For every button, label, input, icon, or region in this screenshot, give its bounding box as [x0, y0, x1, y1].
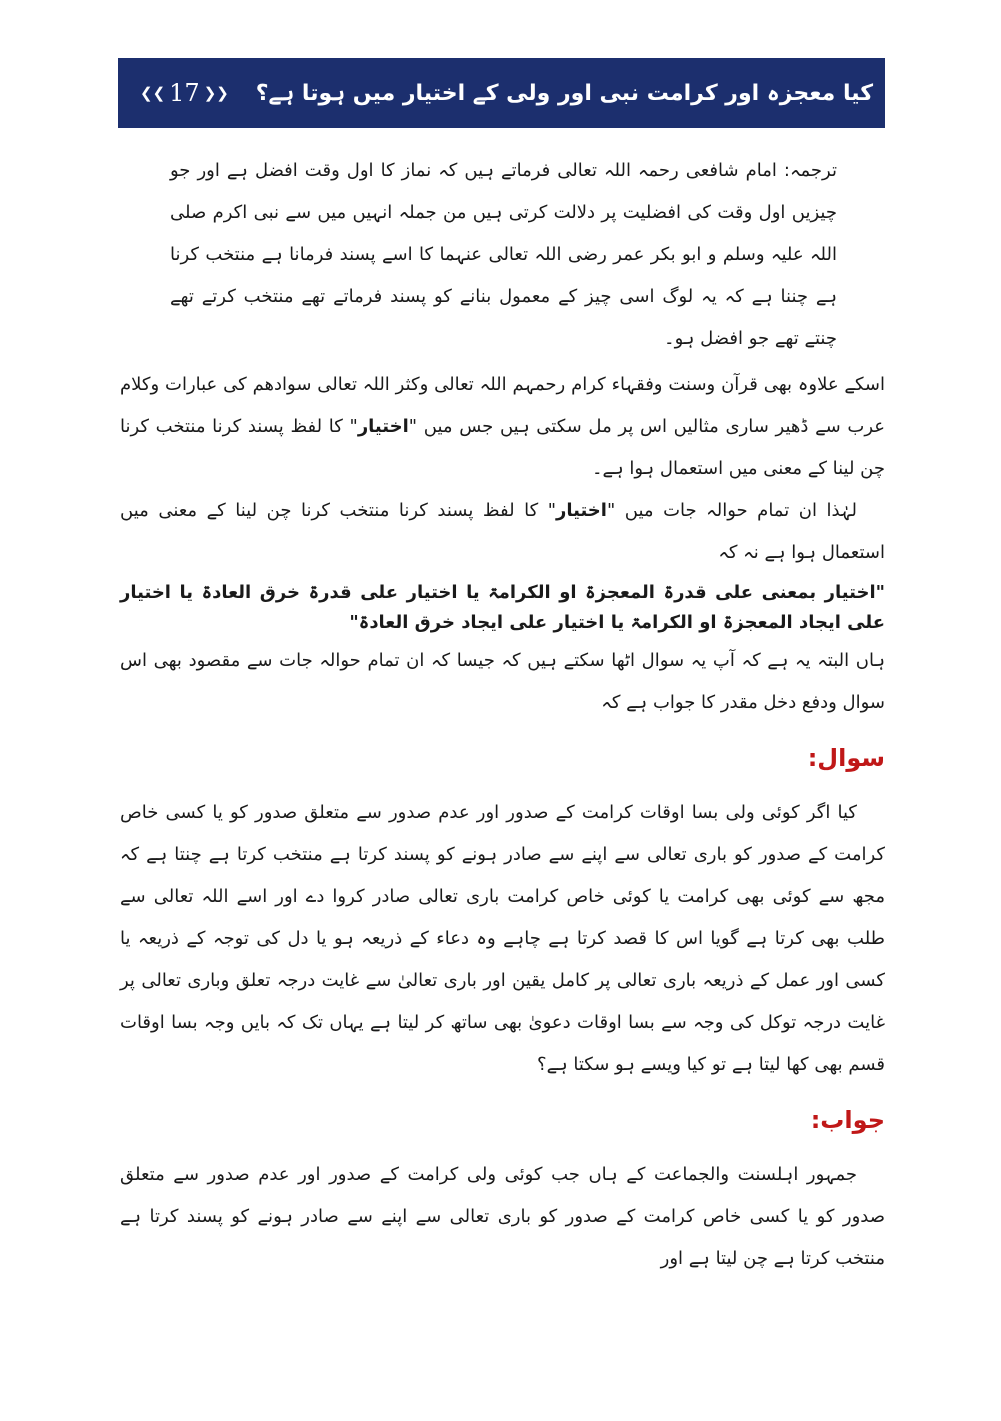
page-header: [118, 58, 885, 128]
paragraph-references-a: اسکے علاوہ بھی قرآن وسنت وفقہاء کرام رحمہم اللہ تعالی وکثر اللہ تعالی سوادھم کی عبارات وکلام عرب سے ڈھیر ساری مثالیں اس پر مل سکتی ہیں جس میں ": [120, 374, 885, 437]
ornament-left-icon: ❮❮: [140, 84, 166, 102]
answer-heading: جواب:: [810, 1106, 885, 1134]
page-number: 17: [169, 79, 200, 107]
paragraph-conclusion: [120, 490, 885, 574]
page-number-badge: [140, 79, 229, 107]
paragraph-references: [120, 364, 885, 490]
paragraph-references-b: " کا لفظ پسند کرنا منتخب کرنا چن لینا کے معنی میں استعمال ہوا ہے۔: [120, 416, 885, 479]
keyword-ikhtiyar: اختیار: [357, 416, 409, 437]
question-paragraph: کیا اگر کوئی ولی بسا اوقات کرامت کے صدور اور عدم صدور سے متعلق صدور کو یا کسی خاص کرامت کے صدور کو باری تعالی سے اپنے سے صادر ہونے کو پسند کرتا ہے منتخب کرتا ہے چنتا ہے کہ مجھ سے کوئی بھی کرامت یا کوئی خاص کرامت باری تعالی صادر کروا دے اور اسے اللہ تعالی سے طلب بھی کرتا ہے گویا اس کا قصد کرتا ہے چاہے وہ دعاء کے ذریعہ ہو یا دل کی توجہ کے ذریعہ یا کسی اور عمل کے ذریعہ باری تعالی پر کامل یقین اور باری تعالیٰ سے غایت درجہ تعلق وباری تعالی پر غایت درجہ توکل کی وجہ سے بسا اوقات دعویٰ بھی ساتھ کر لیتا ہے یہاں تک کہ بایں وجہ بسا اوقات قسم بھی کھا لیتا ہے تو کیا ویسے ہو سکتا ہے؟: [120, 802, 885, 1075]
header-title: کیا معجزہ اور کرامت نبی اور ولی کے اختیار میں ہوتا ہے؟: [255, 80, 873, 106]
keyword-ikhtiyar-2: اختیار: [555, 500, 607, 521]
ornament-right-icon: ❯❯: [203, 84, 229, 102]
paragraph-conclusion-a: لہٰذا ان تمام حوالہ جات میں ": [606, 500, 857, 521]
paragraph-conclusion-b: " کا لفظ پسند کرنا منتخب کرنا چن لینا کے معنی میں استعمال ہوا ہے نہ کہ: [120, 500, 885, 563]
paragraph-objection: ہاں البتہ یہ ہے کہ آپ یہ سوال اٹھا سکتے ہیں کہ جیسا کہ ان تمام حوالہ جات سے مقصود بھی اس سوال ودفع دخل مقدر کا جواب ہے کہ: [120, 650, 885, 713]
document-body: [120, 150, 885, 1280]
question-heading: سوال:: [807, 744, 885, 772]
answer-paragraph: جمہور اہلسنت والجماعت کے ہاں جب کوئی ولی کرامت کے صدور اور عدم صدور سے متعلق صدور کو یا کسی خاص کرامت کے صدور کو باری تعالی سے اپنے سے صادر ہونے کو پسند کرتا ہے منتخب کرتا ہے چن لیتا ہے اور: [120, 1164, 885, 1269]
arabic-quote: "اختیار بمعنی علی قدرۃ المعجزۃ او الکرامۃ یا اختیار علی قدرۃ خرق العادۃ یا اختیار علی ایجاد المعجزۃ او الکرامۃ یا اختیار علی ایجاد خرق العادۃ": [120, 582, 885, 633]
translation-paragraph: ترجمہ: امام شافعی رحمہ اللہ تعالی فرماتے ہیں کہ نماز کا اول وقت افضل ہے اور جو چیزیں اول وقت کی افضلیت پر دلالت کرتی ہیں من جملہ انہیں میں سے نبی اکرم صلی اللہ علیہ وسلم و ابو بکر عمر رضی اللہ تعالی عنہما کا اسے پسند فرمانا ہے منتخب کرنا ہے چننا ہے کہ یہ لوگ اسی چیز کے معمول بنانے کو پسند فرماتے تھے منتخب کرتے تھے چنتے تھے جو افضل ہو۔: [170, 160, 837, 349]
